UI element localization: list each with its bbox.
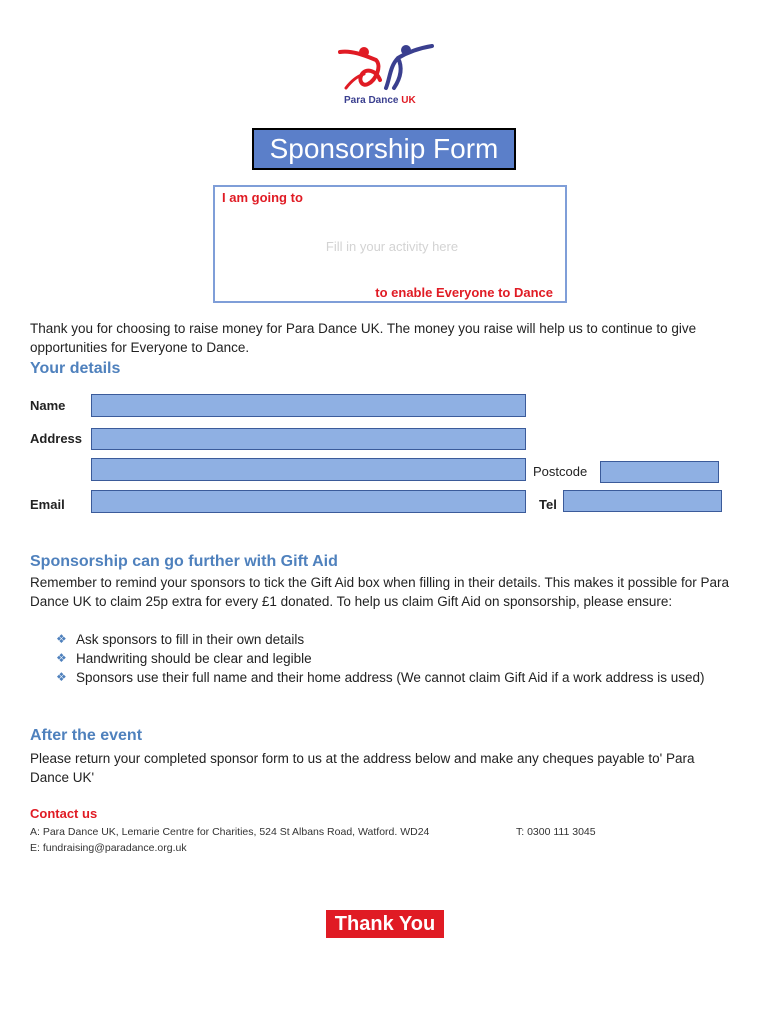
- email-label: Email: [30, 497, 65, 512]
- list-item: ❖ Ask sponsors to fill in their own details: [56, 632, 305, 647]
- details-heading: Your details: [30, 360, 121, 377]
- contact-heading: Contact us: [30, 806, 98, 821]
- tel-input[interactable]: [563, 490, 722, 512]
- diamond-bullet-icon: ❖: [56, 670, 67, 684]
- postcode-input[interactable]: [600, 461, 719, 483]
- logo-name: Para Dance: [344, 95, 399, 106]
- going-to-label: I am going to: [222, 190, 303, 205]
- address-label: Address: [30, 431, 83, 446]
- enable-text: to enable Everyone to Dance: [375, 285, 553, 300]
- after-event-heading: After the event: [30, 727, 143, 744]
- gift-aid-paragraph: Remember to remind your sponsors to tick the Gift Aid box when filling in their details. This makes it possible for Para Dance UK to claim 25p extra for every £1 donated. To help us claim Gift Aid on sponsorship, please ensure:: [30, 575, 730, 609]
- name-input[interactable]: [91, 394, 526, 417]
- address-input-line-2[interactable]: [91, 458, 526, 481]
- list-item: ❖ Handwriting should be clear and legible: [56, 651, 312, 666]
- logo-text: [344, 95, 416, 106]
- diamond-bullet-icon: ❖: [56, 632, 67, 646]
- after-event-paragraph: Please return your completed sponsor form to us at the address below and make any cheques payable to' Para Dance UK': [30, 751, 695, 785]
- list-item: ❖ Sponsors use their full name and their home address (We cannot claim Gift Aid if a work address is used): [56, 670, 705, 685]
- thank-you-banner: Thank You: [326, 910, 444, 938]
- dancer-blue-figure: [386, 45, 432, 88]
- contact-address: A: Para Dance UK, Lemarie Centre for Charities, 524 St Albans Road, Watford. WD24: [30, 826, 430, 838]
- gift-aid-list: [30, 630, 742, 687]
- gift-aid-heading: Sponsorship can go further with Gift Aid: [30, 553, 338, 570]
- dancer-red-figure: [340, 47, 380, 88]
- tel-label: Tel: [539, 497, 557, 512]
- activity-input[interactable]: [235, 235, 549, 257]
- intro-paragraph: Thank you for choosing to raise money for Para Dance UK. The money you raise will help us to continue to give opportunities for Everyone to Dance.: [30, 321, 697, 355]
- page-title: Sponsorship Form: [252, 128, 516, 170]
- contact-email: E: fundraising@paradance.org.uk: [30, 842, 187, 854]
- contact-phone: T: 0300 111 3045: [516, 826, 596, 838]
- name-label: Name: [30, 398, 66, 413]
- diamond-bullet-icon: ❖: [56, 651, 67, 665]
- postcode-label: Postcode: [533, 464, 588, 479]
- address-input-line-1[interactable]: [91, 428, 526, 450]
- activity-box: [213, 185, 567, 303]
- logo-suffix: UK: [401, 95, 416, 106]
- email-input[interactable]: [91, 490, 526, 513]
